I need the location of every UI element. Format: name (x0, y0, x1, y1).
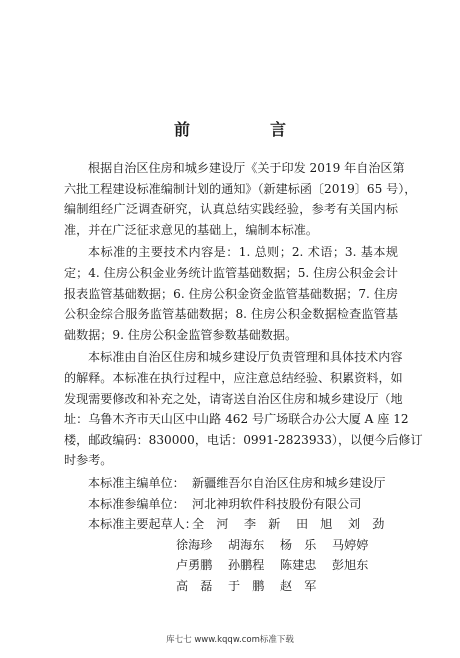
drafter-names (192, 514, 400, 535)
text-line: 六批工程建设标准编制计划的通知》（新建标函〔2019〕65 号）， (64, 181, 417, 196)
drafter-name: 孙鹏程 (228, 558, 265, 573)
text-line: 公积金综合服务监管基础数据；8. 住房公积金数据检查监管基 (64, 307, 398, 322)
text-line: 的解释。本标准在执行过程中，应注意总结经验、积累资料，如 (64, 370, 403, 385)
chief-unit-label: 本标准主编单位： (88, 475, 185, 490)
drafter-names (64, 555, 398, 576)
drafter-name: 胡海东 (228, 537, 265, 552)
drafter-name: 赵 军 (280, 578, 317, 593)
chief-unit-row (64, 473, 398, 494)
text-line: 根据自治区住房和城乡建设厅《关于印发 2019 年自治区第 (88, 161, 405, 175)
drafter-names (64, 576, 398, 597)
preface-body (64, 158, 423, 596)
text-line: 准，并在广泛征求意见的基础上，编制本标准。 (64, 222, 318, 237)
participating-unit-value: 河北神玥软件科技股份有限公司 (192, 496, 362, 511)
preface-paragraph-3 (64, 347, 423, 471)
text-line: 本标准由自治区住房和城乡建设厅负责管理和具体技术内容 (88, 350, 403, 365)
text-line: 址：乌鲁木齐市天山区中山路 462 号广场联合办公大厦 A 座 12 (64, 412, 409, 427)
drafter-names (64, 535, 398, 556)
preface-paragraph-2 (64, 242, 398, 345)
drafter-name: 田 旭 (296, 517, 333, 532)
text-line: 础数据；9. 住房公积金监管参数基础数据。 (64, 327, 298, 342)
text-line: 时参考。 (64, 453, 113, 468)
text-line: 本标准的主要技术内容是：1. 总则；2. 术语；3. 基本规 (88, 245, 398, 260)
drafter-name: 徐海珍 (176, 537, 213, 552)
drafters-row (64, 514, 398, 535)
drafter-name: 李 新 (244, 517, 281, 532)
preface-paragraph-1 (64, 158, 417, 240)
text-line: 楼，邮政编码：830000，电话：0991-2823933），以便今后修订 (64, 432, 423, 447)
drafter-name: 卢勇鹏 (176, 558, 213, 573)
participating-unit-label: 本标准参编单位： (88, 496, 185, 511)
text-line: 发现需要修改和补充之处，请寄送自治区住房和城乡建设厅（地 (64, 391, 403, 406)
text-line: 编制组经广泛调查研究，认真总结实践经验，参考有关国内标 (64, 202, 398, 217)
drafter-name: 彭旭东 (332, 558, 369, 573)
drafter-name: 马婷婷 (332, 537, 369, 552)
chief-unit-value: 新疆维吾尔自治区住房和城乡建设厅 (192, 475, 386, 490)
drafter-name: 陈建忠 (280, 558, 317, 573)
participating-unit-row (64, 494, 398, 515)
page-title: 前 言 (173, 120, 318, 139)
drafter-name: 刘 劲 (348, 517, 385, 532)
drafter-name: 于 鹏 (228, 578, 265, 593)
drafters-label: 本标准主要起草人： (88, 517, 197, 532)
drafter-name: 高 磊 (176, 578, 213, 593)
editorial-units (64, 473, 398, 597)
drafter-name: 全 河 (192, 517, 229, 532)
text-line: 报表监管基础数据；6. 住房公积金资金监管基础数据；7. 住房 (64, 286, 398, 301)
drafter-name: 杨 乐 (280, 537, 317, 552)
footer-watermark: 库七七 www.kqqw.com标准下载 (166, 635, 294, 645)
text-line: 定；4. 住房公积金业务统计监管基础数据；5. 住房公积金会计 (64, 265, 398, 280)
